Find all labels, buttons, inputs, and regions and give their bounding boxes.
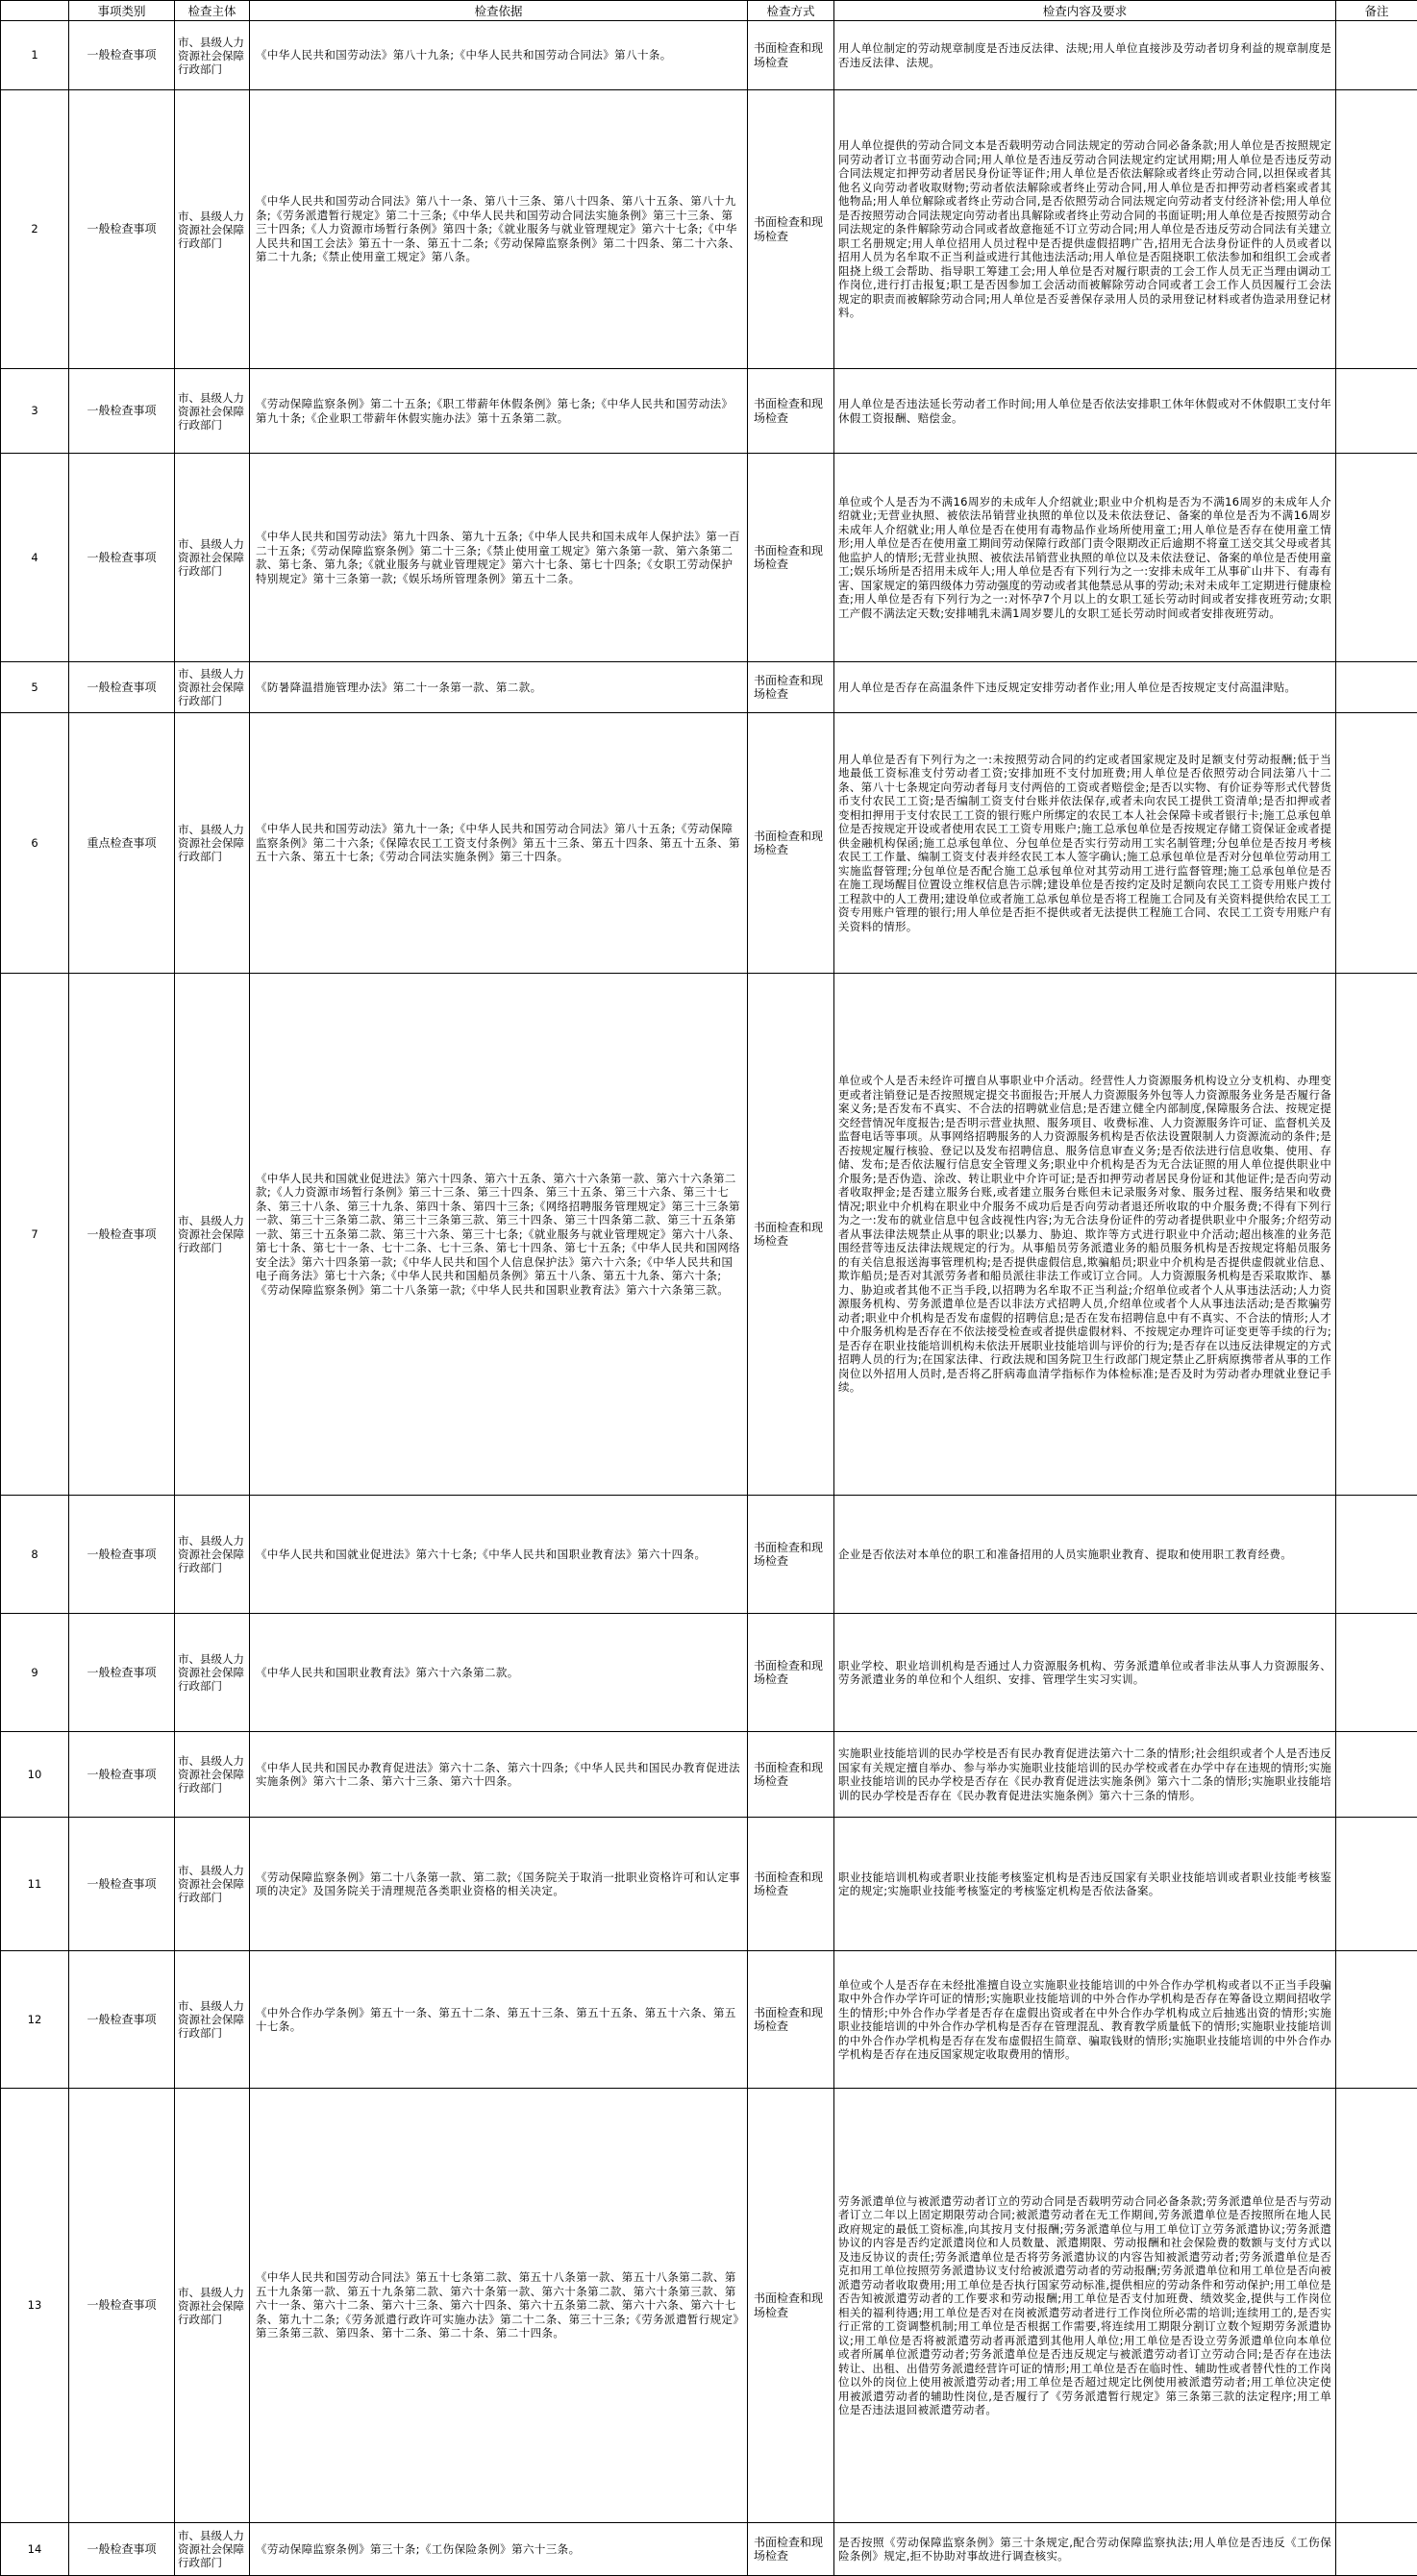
header-method: 检查方式 xyxy=(748,1,834,21)
row-method: 书面检查和现场检查 xyxy=(748,454,834,662)
row-method: 书面检查和现场检查 xyxy=(748,2523,834,2576)
row-basis: 《劳动保障监察条例》第二十八条第一款、第二款;《国务院关于取消一批职业资格许可和认定事项的决定》及国务院关于清理规范各类职业资格的相关决定。 xyxy=(250,1818,748,1951)
row-method: 书面检查和现场检查 xyxy=(748,369,834,454)
row-note xyxy=(1336,1818,1417,1951)
row-subject: 市、县级人力资源社会保障行政部门 xyxy=(175,2523,250,2576)
row-index: 13 xyxy=(1,2089,69,2523)
header-subject: 检查主体 xyxy=(175,1,250,21)
table-row xyxy=(1,974,1417,1496)
row-subject: 市、县级人力资源社会保障行政部门 xyxy=(175,1732,250,1818)
row-type: 一般检查事项 xyxy=(69,1732,175,1818)
header-basis: 检查依据 xyxy=(250,1,748,21)
row-index: 12 xyxy=(1,1951,69,2089)
row-method: 书面检查和现场检查 xyxy=(748,1951,834,2089)
row-subject: 市、县级人力资源社会保障行政部门 xyxy=(175,713,250,974)
row-content: 是否按照《劳动保障监察条例》第三十条规定,配合劳动保障监察执法;用人单位是否违反《工伤保险条例》规定,拒不协助对事故进行调查核实。 xyxy=(834,2523,1336,2576)
table-row xyxy=(1,662,1417,713)
row-subject: 市、县级人力资源社会保障行政部门 xyxy=(175,662,250,713)
table-row xyxy=(1,713,1417,974)
header-row xyxy=(1,1,1417,21)
row-method: 书面检查和现场检查 xyxy=(748,2089,834,2523)
row-note xyxy=(1336,2089,1417,2523)
row-content: 用人单位是否有下列行为之一:未按照劳动合同的约定或者国家规定及时足额支付劳动报酬;低于当地最低工资标准支付劳动者工资;安排加班不支付加班费;用人单位是否依照劳动合同法第八十二条、第八十七条规定向劳动者每月支付两倍的工资或者赔偿金;是否以实物、有价证券等形式代替货币支付农民工工资;是否编制工资支付台账并依法保存,或者未向农民工提供工资清单;是否扣押或者变相扣押用于支付农民工工资的银行账户所绑定的农民工本人社会保障卡或者银行卡;施工总承包单位是否按规定开设或者使用农民工工资专用账户;施工总承包单位是否按规定存储工资保证金或者提供金融机构保函;施工总承包单位、分包单位是否实行劳动用工实名制管理;分包单位是否按月考核农民工工作量、编制工资支付表并经农民工本人签字确认;施工总承包单位是否对分包单位劳动用工实施监督管理;分包单位是否配合施工总承包单位对其劳动用工进行监督管理;施工总承包单位是否在施工现场醒目位置设立维权信息告示牌;建设单位是否按约定及时足额向农民工工资专用账户拨付工程款中的人工费用;建设单位或者施工总承包单位是否将工程施工合同及有关资料提供给农民工工资专用账户管理的银行;用人单位是否拒不提供或者无法提供工程施工合同、农民工工资专用账户有关资料的情形。 xyxy=(834,713,1336,974)
row-note xyxy=(1336,454,1417,662)
header-note: 备注 xyxy=(1336,1,1417,21)
row-method: 书面检查和现场检查 xyxy=(748,1496,834,1614)
header-type: 事项类别 xyxy=(69,1,175,21)
table-row xyxy=(1,1951,1417,2089)
row-type: 一般检查事项 xyxy=(69,90,175,369)
row-type: 一般检查事项 xyxy=(69,974,175,1496)
table-row xyxy=(1,1614,1417,1732)
row-method: 书面检查和现场检查 xyxy=(748,90,834,369)
table-row xyxy=(1,369,1417,454)
table-row xyxy=(1,1732,1417,1818)
row-subject: 市、县级人力资源社会保障行政部门 xyxy=(175,369,250,454)
row-basis: 《中华人民共和国劳动合同法》第八十一条、第八十三条、第八十四条、第八十五条、第八十九条;《劳务派遣暂行规定》第二十三条;《中华人民共和国劳动合同法实施条例》第三十三条、第三十四条;《人力资源市场暂行条例》第四十条;《就业服务与就业管理规定》第六十七条;《中华人民共和国工会法》第五十一条、第五十二条;《劳动保障监察条例》第二十四条、第二十六条、第二十九条;《禁止使用童工规定》第八条。 xyxy=(250,90,748,369)
row-basis: 《中华人民共和国民办教育促进法》第六十二条、第六十四条;《中华人民共和国民办教育促进法实施条例》第六十二条、第六十三条、第六十四条。 xyxy=(250,1732,748,1818)
row-method: 书面检查和现场检查 xyxy=(748,1818,834,1951)
row-content: 劳务派遣单位与被派遣劳动者订立的劳动合同是否载明劳动合同必备条款;劳务派遣单位是否与劳动者订立二年以上固定期限劳动合同;被派遣劳动者在无工作期间,劳务派遣单位是否按照所在地人民政府规定的最低工资标准,向其按月支付报酬;劳务派遣单位与用工单位订立劳务派遣协议;劳务派遣协议的内容是否约定派遣岗位和人员数量、派遣期限、劳动报酬和社会保险费的数额与支付方式以及违反协议的责任;劳务派遣单位是否将劳务派遣协议的内容告知被派遣劳动者;劳务派遣单位是否克扣用工单位按照劳务派遣协议支付给被派遣劳动者的劳动报酬;劳务派遣单位和用工单位是否向被派遣劳动者收取费用;用工单位是否执行国家劳动标准,提供相应的劳动条件和劳动保护;用工单位是否告知被派遣劳动者的工作要求和劳动报酬;用工单位是否支付加班费、绩效奖金,提供与工作岗位相关的福利待遇;用工单位是否对在岗被派遣劳动者进行工作岗位所必需的培训;连续用工的,是否实行正常的工资调整机制;用工单位是否根据工作需要,将连续用工期限分割订立数个短期劳务派遣协议;用工单位是否将被派遣劳动者再派遣到其他用人单位;用工单位是否设立劳务派遣单位向本单位或者所属单位派遣劳动者;劳务派遣单位是否违反规定与被派遣劳动者订立劳动合同;是否存在违法转让、出租、出借劳务派遣经营许可证的情形;用工单位是否在临时性、辅助性或者替代性的工作岗位以外的岗位上使用被派遣劳动者;用工单位是否超过规定比例使用被派遣劳动者;用工单位决定使用被派遣劳动者的辅助性岗位,是否履行了《劳务派遣暂行规定》第三条第三款的法定程序;用工单位是否违法退回被派遣劳动者。 xyxy=(834,2089,1336,2523)
row-subject: 市、县级人力资源社会保障行政部门 xyxy=(175,1818,250,1951)
table-row xyxy=(1,454,1417,662)
row-basis: 《中华人民共和国就业促进法》第六十四条、第六十五条、第六十六条第一款、第六十六条第二款;《人力资源市场暂行条例》第三十三条、第三十四条、第三十五条、第三十六条、第三十七条、第三十八条、第三十九条、第四十条、第四十三条;《网络招聘服务管理规定》第三十三条第一款、第三十三条第二款、第三十三条第三款、第三十四条、第三十四条第二款、第三十五条第一款、第三十五条第二款、第三十六条、第三十七条;《就业服务与就业管理规定》第六十八条、第七十条、第七十一条、七十二条、七十三条、第七十四条、第七十五条;《中华人民共和国网络安全法》第六十四条第一款;《中华人民共和国个人信息保护法》第六十六条;《中华人民共和国电子商务法》第七十六条;《中华人民共和国船员条例》第五十八条、第五十九条、第六十条;《劳动保障监察条例》第二十八条第一款;《中华人民共和国职业教育法》第六十六条第三款。 xyxy=(250,974,748,1496)
row-index: 7 xyxy=(1,974,69,1496)
row-note xyxy=(1336,21,1417,90)
row-type: 一般检查事项 xyxy=(69,2523,175,2576)
row-note xyxy=(1336,713,1417,974)
row-content: 企业是否依法对本单位的职工和准备招用的人员实施职业教育、提取和使用职工教育经费。 xyxy=(834,1496,1336,1614)
row-subject: 市、县级人力资源社会保障行政部门 xyxy=(175,974,250,1496)
row-method: 书面检查和现场检查 xyxy=(748,1732,834,1818)
header-content: 检查内容及要求 xyxy=(834,1,1336,21)
row-index: 2 xyxy=(1,90,69,369)
row-content: 单位或个人是否未经许可擅自从事职业中介活动。经营性人力资源服务机构设立分支机构、办理变更或者注销登记是否按照规定提交书面报告;开展人力资源服务外包等人力资源服务业务是否履行备案义务;是否发布不真实、不合法的招聘就业信息;是否建立健全内部制度,保障服务合法、按规定提交经营情况年度报告;是否明示营业执照、服务项目、收费标准、人力资源服务许可证、监督机关及监督电话等事项。从事网络招聘服务的人力资源服务机构是否依法设置限制人力资源流动的条件;是否按规定履行核验、登记以及发布招聘信息、服务信息审查义务;是否依法进行信息收集、使用、存储、发布;是否依法履行信息安全管理义务;职业中介机构是否为无合法证照的用人单位提供职业中介服务;是否伪造、涂改、转让职业中介许可证;是否扣押劳动者居民身份证和其他证件;是否向劳动者收取押金;是否建立服务台账,或者建立服务台账但未记录服务对象、服务过程、服务结果和收费情况;职业中介机构在职业中介服务不成功后是否向劳动者退还所收取的中介服务费;不得有下列行为之一:发布的就业信息中包含歧视性内容;为无合法身份证件的劳动者提供职业中介服务;介绍劳动者从事法律法规禁止从事的职业;以暴力、胁迫、欺诈等方式进行职业中介活动;超出核准的业务范围经营等违反法律法规规定的行为。从事船员劳务派遣业务的船员服务机构是否按规定将船员服务的有关信息报送海事管理机构;是否提供虚假信息,欺骗船员;职业中介机构是否提供虚假就业信息、欺诈船员;是否对其派劳务者和船员派往非法工作或订立合同。人力资源服务机构是否采取欺诈、暴力、胁迫或者其他不正当手段,以招聘为名牟取不正当利益;介绍单位或者个人从事违法活动;人力资源服务机构、劳务派遣单位是否以非法方式招聘人员,介绍单位或者个人从事违法活动;是否欺骗劳动者;职业中介机构是否发布虚假的招聘信息;是否在发布招聘信息中有不真实、不合法的情形;人才中介服务机构是否存在不依法接受检查或者提供虚假材料、不按规定办理许可证变更等手续的行为;是否存在职业技能培训机构未依法开展职业技能培训与评价的行为;是否存在以违反法律规定的方式招聘人员的行为;在国家法律、行政法规和国务院卫生行政部门规定禁止乙肝病原携带者从事的工作岗位以外招用人员时,是否将乙肝病毒血清学指标作为体检标准;是否及时为劳动者办理就业登记手续。 xyxy=(834,974,1336,1496)
row-content: 职业学校、职业培训机构是否通过人力资源服务机构、劳务派遣单位或者非法从事人力资源服务、劳务派遣业务的单位和个人组织、安排、管理学生实习实训。 xyxy=(834,1614,1336,1732)
row-index: 3 xyxy=(1,369,69,454)
row-type: 一般检查事项 xyxy=(69,1951,175,2089)
row-content: 用人单位是否存在高温条件下违反规定安排劳动者作业;用人单位是否按规定支付高温津贴。 xyxy=(834,662,1336,713)
row-note xyxy=(1336,974,1417,1496)
row-type: 一般检查事项 xyxy=(69,2089,175,2523)
row-content: 职业技能培训机构或者职业技能考核鉴定机构是否违反国家有关职业技能培训或者职业技能考核鉴定的规定;实施职业技能考核鉴定的考核鉴定机构是否依法备案。 xyxy=(834,1818,1336,1951)
row-content: 单位或个人是否存在未经批准擅自设立实施职业技能培训的中外合作办学机构或者以不正当手段骗取中外合作办学许可证的情形;实施职业技能培训的中外合作办学机构是否存在筹备设立期间招收学生的情形;中外合作办学者是否存在虚假出资或者在中外合作办学机构成立后抽逃出资的情形;实施职业技能培训的中外合作办学机构是否存在管理混乱、教育教学质量低下的情形;实施职业技能培训的中外合作办学机构是否存在发布虚假招生简章、骗取钱财的情形;实施职业技能培训的中外合作办学机构是否存在违反国家规定收取费用的情形。 xyxy=(834,1951,1336,2089)
row-note xyxy=(1336,2523,1417,2576)
row-index: 9 xyxy=(1,1614,69,1732)
row-note xyxy=(1336,90,1417,369)
row-type: 一般检查事项 xyxy=(69,662,175,713)
row-type: 一般检查事项 xyxy=(69,454,175,662)
row-content: 用人单位是否违法延长劳动者工作时间;用人单位是否依法安排职工休年休假或对不休假职工支付年休假工资报酬、赔偿金。 xyxy=(834,369,1336,454)
table-row xyxy=(1,1496,1417,1614)
row-index: 1 xyxy=(1,21,69,90)
row-subject: 市、县级人力资源社会保障行政部门 xyxy=(175,1496,250,1614)
row-content: 用人单位提供的劳动合同文本是否载明劳动合同法规定的劳动合同必备条款;用人单位是否按照规定同劳动者订立书面劳动合同;用人单位是否违反劳动合同法规定约定试用期;用人单位是否违反劳动合同法规定扣押劳动者居民身份证等证件;用人单位是否依法解除或者终止劳动合同,以担保或者其他名义向劳动者收取财物;劳动者依法解除或者终止劳动合同,用人单位是否扣押劳动者档案或者其他物品;用人单位解除或者终止劳动合同,是否依照劳动合同法规定向劳动者支付经济补偿;用人单位是否按照劳动合同法规定向劳动者出具解除或者终止劳动合同的书面证明;用人单位是否按照劳动合同法规定的条件解除劳动合同或者故意拖延不订立劳动合同;用人单位是否违反劳动合同法有关建立职工名册规定;用人单位招用人员过程中是否提供虚假招聘广告,招用无合法身份证件的人员或者以招用人员为名牟取不正当利益或进行其他违法活动;用人单位是否阻挠职工依法参加和组织工会或者阻挠上级工会帮助、指导职工筹建工会;用人单位是否对履行职责的工会工作人员无正当理由调动工作岗位,进行打击报复;职工是否因参加工会活动而被解除劳动合同或者工会工作人员因履行工会法规定的职责而被解除劳动合同;用人单位是否妥善保存录用人员的录用登记材料或者伪造录用登记材料。 xyxy=(834,90,1336,369)
row-content: 单位或个人是否为不满16周岁的未成年人介绍就业;职业中介机构是否为不满16周岁的未成年人介绍就业;无营业执照、被依法吊销营业执照的单位以及未依法登记、备案的单位是否为不满16周岁未成年人介绍就业;用人单位是否在使用有毒物品作业场所使用童工;用人单位是否存在使用童工情形;用人单位是否在使用童工期间劳动保障行政部门责令限期改正后逾期不将童工送交其父母或者其他监护人的情形;无营业执照、被依法吊销营业执照的单位以及未依法登记、备案的单位是否使用童工;娱乐场所是否招用未成年人;用人单位是否有下列行为之一:安排未成年工从事矿山井下、有毒有害、国家规定的第四级体力劳动强度的劳动或者其他禁忌从事的劳动;未对未成年工定期进行健康检查;用人单位是否有下列行为之一:对怀孕7个月以上的女职工延长劳动时间或者安排夜班劳动;女职工产假不满法定天数;安排哺乳未满1周岁婴儿的女职工延长劳动时间或者安排夜班劳动。 xyxy=(834,454,1336,662)
row-basis: 《中华人民共和国劳动法》第八十九条;《中华人民共和国劳动合同法》第八十条。 xyxy=(250,21,748,90)
row-index: 11 xyxy=(1,1818,69,1951)
row-index: 4 xyxy=(1,454,69,662)
row-basis: 《中华人民共和国职业教育法》第六十六条第二款。 xyxy=(250,1614,748,1732)
row-content: 实施职业技能培训的民办学校是否有民办教育促进法第六十二条的情形;社会组织或者个人是否违反国家有关规定擅自举办、参与举办实施职业技能培训的民办学校或者在办学中存在违规的情形;实施职业技能培训的民办学校是否存在《民办教育促进法实施条例》第六十二条的情形;实施职业技能培训的民办学校是否存在《民办教育促进法实施条例》第六十三条的情形。 xyxy=(834,1732,1336,1818)
row-index: 10 xyxy=(1,1732,69,1818)
table-row xyxy=(1,1818,1417,1951)
row-note xyxy=(1336,662,1417,713)
row-type: 一般检查事项 xyxy=(69,1818,175,1951)
row-subject: 市、县级人力资源社会保障行政部门 xyxy=(175,1614,250,1732)
row-method: 书面检查和现场检查 xyxy=(748,21,834,90)
row-method: 书面检查和现场检查 xyxy=(748,1614,834,1732)
header-filter-cell xyxy=(1,1,69,21)
row-note xyxy=(1336,369,1417,454)
row-basis: 《中外合作办学条例》第五十一条、第五十二条、第五十三条、第五十五条、第五十六条、第五十七条。 xyxy=(250,1951,748,2089)
row-subject: 市、县级人力资源社会保障行政部门 xyxy=(175,90,250,369)
table-row xyxy=(1,90,1417,369)
row-basis: 《中华人民共和国劳动法》第九十四条、第九十五条;《中华人民共和国未成年人保护法》第一百二十五条;《劳动保障监察条例》第二十三条;《禁止使用童工规定》第六条第一款、第六条第二款、第七条、第九条;《就业服务与就业管理规定》第六十七条、第七十四条;《女职工劳动保护特别规定》第十三条第一款;《娱乐场所管理条例》第五十二条。 xyxy=(250,454,748,662)
row-index: 14 xyxy=(1,2523,69,2576)
row-method: 书面检查和现场检查 xyxy=(748,974,834,1496)
table-row xyxy=(1,2089,1417,2523)
row-subject: 市、县级人力资源社会保障行政部门 xyxy=(175,1951,250,2089)
table-row xyxy=(1,2523,1417,2576)
row-index: 8 xyxy=(1,1496,69,1614)
row-type: 一般检查事项 xyxy=(69,1614,175,1732)
row-basis: 《中华人民共和国劳动法》第九十一条;《中华人民共和国劳动合同法》第八十五条;《劳动保障监察条例》第二十六条;《保障农民工工资支付条例》第五十三条、第五十四条、第五十五条、第五十六条、第五十七条;《劳动合同法实施条例》第三十四条。 xyxy=(250,713,748,974)
row-subject: 市、县级人力资源社会保障行政部门 xyxy=(175,454,250,662)
row-basis: 《中华人民共和国劳动合同法》第五十七条第二款、第五十八条第一款、第五十八条第二款、第五十九条第一款、第五十九条第二款、第六十条第一款、第六十条第二款、第六十条第三款、第六十一条、第六十二条、第六十三条、第六十四条、第六十五条第二款、第六十六条、第六十七条、第九十二条;《劳务派遣行政许可实施办法》第二十二条、第三十三条;《劳务派遣暂行规定》第三条第三款、第四条、第十二条、第二十条、第二十四条。 xyxy=(250,2089,748,2523)
row-method: 书面检查和现场检查 xyxy=(748,713,834,974)
row-type: 一般检查事项 xyxy=(69,21,175,90)
row-basis: 《劳动保障监察条例》第二十五条;《职工带薪年休假条例》第七条;《中华人民共和国劳动法》第九十条;《企业职工带薪年休假实施办法》第十五条第二款。 xyxy=(250,369,748,454)
row-basis: 《中华人民共和国就业促进法》第六十七条;《中华人民共和国职业教育法》第六十四条。 xyxy=(250,1496,748,1614)
table-row xyxy=(1,21,1417,90)
row-index: 5 xyxy=(1,662,69,713)
row-content: 用人单位制定的劳动规章制度是否违反法律、法规;用人单位直接涉及劳动者切身利益的规章制度是否违反法律、法规。 xyxy=(834,21,1336,90)
row-type: 一般检查事项 xyxy=(69,369,175,454)
row-note xyxy=(1336,1496,1417,1614)
row-basis: 《防暑降温措施管理办法》第二十一条第一款、第二款。 xyxy=(250,662,748,713)
row-basis: 《劳动保障监察条例》第三十条;《工伤保险条例》第六十三条。 xyxy=(250,2523,748,2576)
row-subject: 市、县级人力资源社会保障行政部门 xyxy=(175,2089,250,2523)
row-type: 一般检查事项 xyxy=(69,1496,175,1614)
row-type: 重点检查事项 xyxy=(69,713,175,974)
row-subject: 市、县级人力资源社会保障行政部门 xyxy=(175,21,250,90)
row-method: 书面检查和现场检查 xyxy=(748,662,834,713)
row-index: 6 xyxy=(1,713,69,974)
row-note xyxy=(1336,1951,1417,2089)
row-note xyxy=(1336,1614,1417,1732)
row-note xyxy=(1336,1732,1417,1818)
